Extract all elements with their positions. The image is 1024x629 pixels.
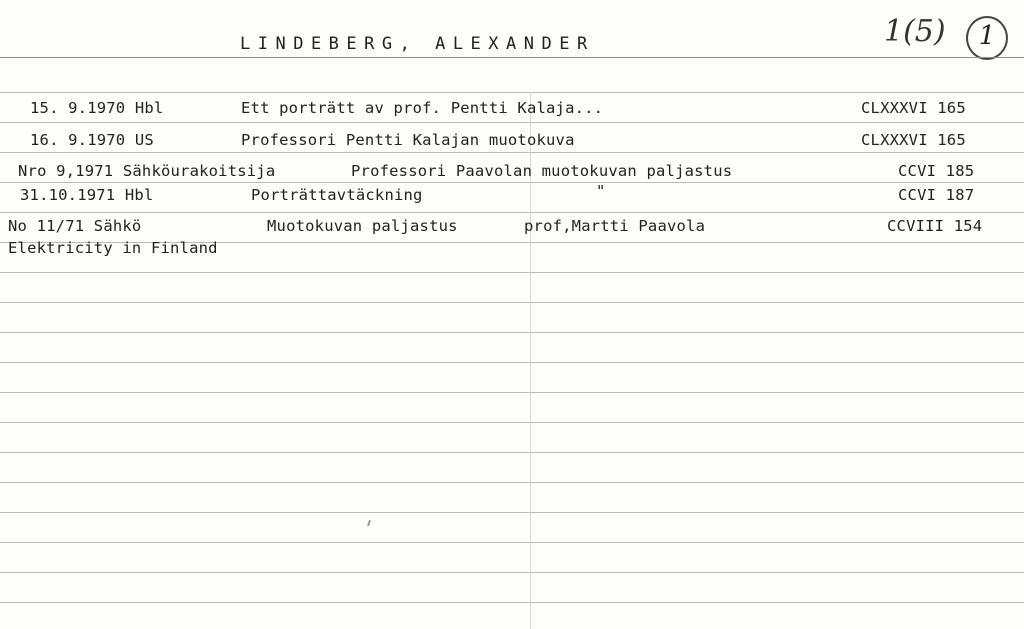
entry-title: Professori Pentti Kalajan muotokuva: [241, 131, 575, 149]
entry-ref-continuation: Elektricity in Finland: [8, 239, 218, 257]
ruled-line: [0, 152, 1024, 153]
ruled-line: [0, 122, 1024, 123]
entry-title: Muotokuvan paljastus: [267, 217, 458, 235]
ruled-line: [0, 212, 1024, 213]
ruled-line: [0, 392, 1024, 393]
ruled-line: [0, 272, 1024, 273]
entry-ref: 31.10.1971 Hbl: [20, 186, 154, 204]
ruled-line: [0, 602, 1024, 603]
ruled-line: [0, 512, 1024, 513]
paper-speck: [367, 520, 371, 526]
ruled-line: [0, 92, 1024, 93]
entry-volume: CCVI 185: [898, 162, 975, 180]
entry-title: Ett porträtt av prof. Pentti Kalaja...: [241, 99, 604, 117]
entry-note: prof,Martti Paavola: [524, 217, 706, 235]
entry-ref: 16. 9.1970 US: [30, 131, 154, 149]
ruled-line: [0, 422, 1024, 423]
circled-number: [966, 16, 1008, 60]
entry-title: Porträttavtäckning: [251, 186, 423, 204]
card-title: LINDEBERG, ALEXANDER: [240, 34, 595, 54]
ruled-line: [0, 182, 1024, 183]
handwritten-page-number: 1(5): [884, 14, 946, 49]
entry-volume: CLXXXVI 165: [861, 131, 966, 149]
entry-ref: No 11/71 Sähkö: [8, 217, 142, 235]
header-rule: [0, 57, 1024, 58]
entry-ref: 15. 9.1970 Hbl: [30, 99, 164, 117]
entry-volume: CLXXXVI 165: [861, 99, 966, 117]
circled-number-text: 1: [978, 21, 996, 51]
entry-title: Professori Paavolan muotokuvan paljastus: [351, 162, 733, 180]
entry-volume: CCVI 187: [898, 186, 975, 204]
entry-ref: Nro 9,1971 Sähköurakoitsija: [18, 162, 276, 180]
ruled-line: [0, 572, 1024, 573]
ruled-line: [0, 362, 1024, 363]
ruled-line: [0, 332, 1024, 333]
ruled-line: [0, 542, 1024, 543]
ruled-line: [0, 302, 1024, 303]
ruled-line: [0, 482, 1024, 483]
ditto-mark: ": [596, 182, 606, 200]
entry-volume: CCVIII 154: [887, 217, 983, 235]
ruled-line: [0, 452, 1024, 453]
